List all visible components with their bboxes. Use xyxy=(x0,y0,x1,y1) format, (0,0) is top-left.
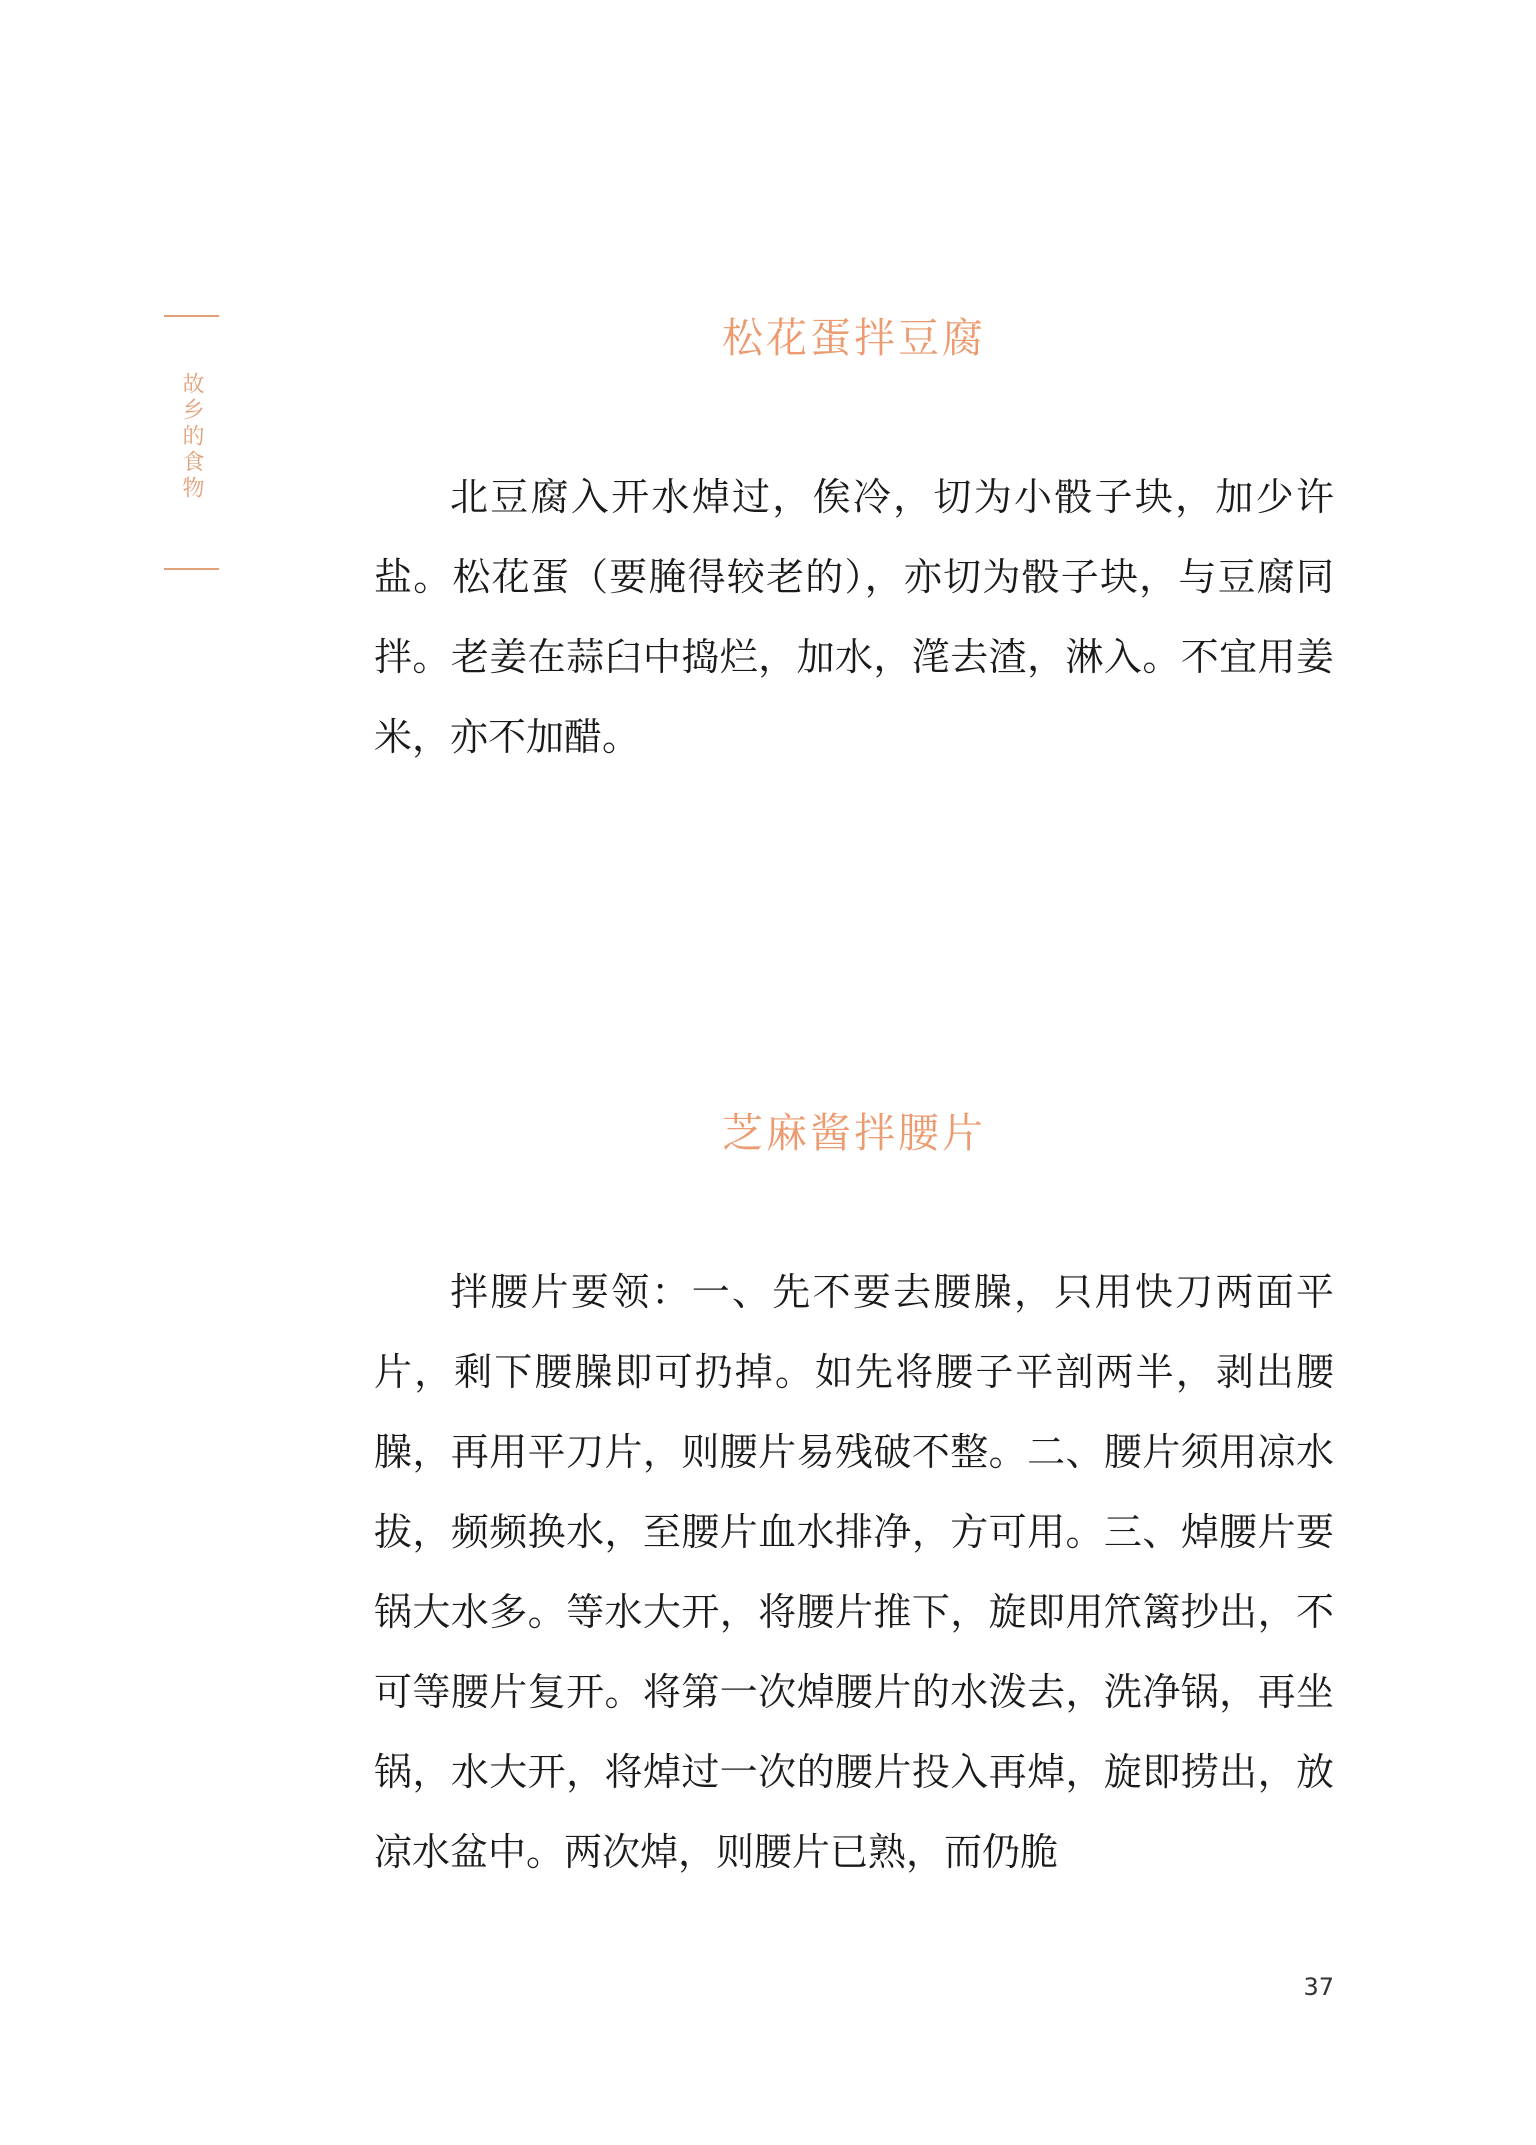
section-title-kidney: 芝麻酱拌腰片 xyxy=(722,1109,986,1157)
running-title: 故乡的食物 xyxy=(179,372,204,502)
sidebar-top-rule xyxy=(164,315,219,317)
section-body-tofu: 北豆腐入开水焯过，俟冷，切为小骰子块，加少许盐。松花蛋（要腌得较老的），亦切为骰子块，与豆腐同拌。老姜在蒜臼中捣烂，加水，滗去渣，淋入。不宜用姜米，亦不加醋。 xyxy=(374,475,1334,759)
section-title-tofu: 松花蛋拌豆腐 xyxy=(722,314,986,362)
page-number: 37 xyxy=(1303,1973,1334,2001)
section-body-kidney: 拌腰片要领：一、先不要去腰臊，只用快刀两面平片，剩下腰臊即可扔掉。如先将腰子平剖两半，剥出腰臊，再用平刀片，则腰片易残破不整。二、腰片须用凉水拔，频频换水，至腰片血水排净，方可用。三、焯腰片要锅大水多。等水大开，将腰片推下，旋即用笊篱抄出，不可等腰片复开。将第一次焯腰片的水泼去，洗净锅，再坐锅，水大开，将焯过一次的腰片投入再焯，旋即捞出，放凉水盆中。两次焯，则腰片已熟，而仍脆 xyxy=(374,1270,1334,1874)
sidebar-bottom-rule xyxy=(164,568,219,570)
